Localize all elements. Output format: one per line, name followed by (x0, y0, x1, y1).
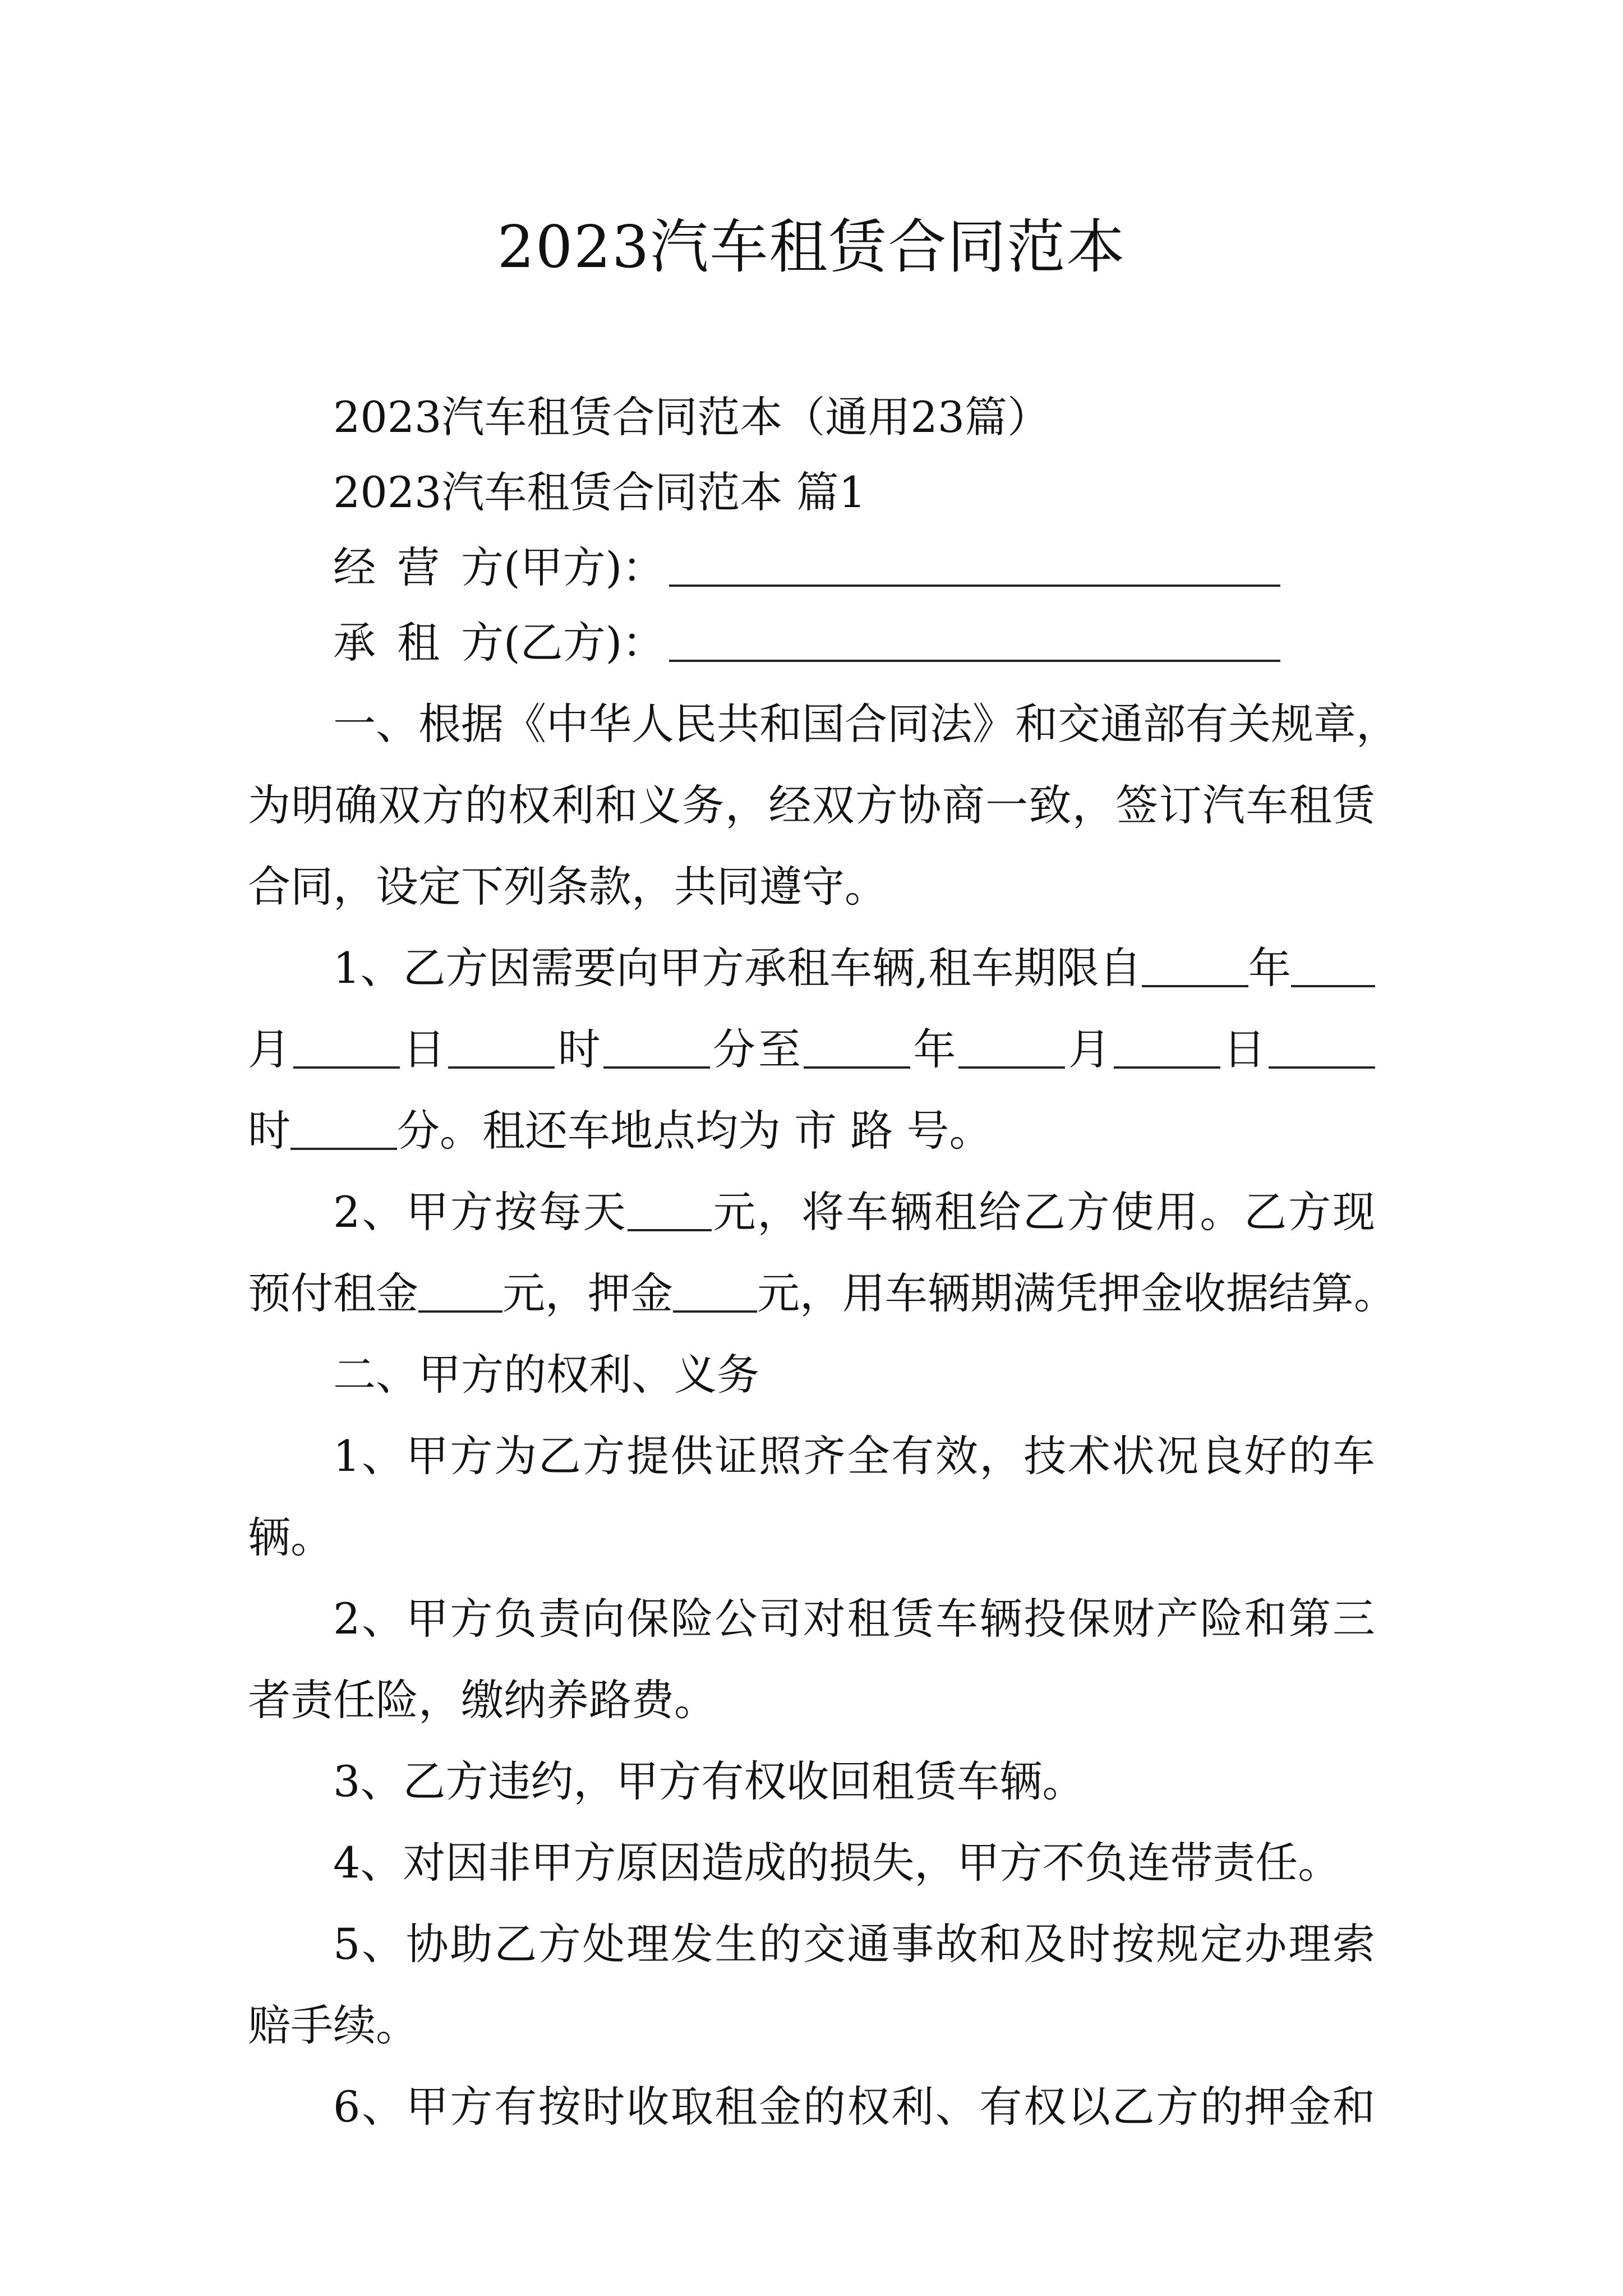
item5-line1: 5、协助乙方处理发生的交通事故和及时按规定办理索 (333, 1919, 1375, 1969)
blank (628, 1207, 712, 1231)
blank (448, 1044, 555, 1069)
blank (1269, 1044, 1375, 1069)
blank (804, 1044, 910, 1069)
section1-line2: 为明确双方的权利和义务，经双方协商一致，签订汽车租赁 (248, 780, 1375, 830)
prepay-label: 预付租金 (248, 1268, 418, 1318)
clause1-line1 (333, 924, 1375, 1013)
clause2-text: 2、甲方按每天 (333, 1187, 628, 1237)
section1-line3: 合同，设定下列条款，共同遵守。 (248, 862, 887, 912)
item1-line1: 1、甲方为乙方提供证照齐全有效，技术状况良好的车 (333, 1431, 1375, 1481)
blank (293, 1044, 400, 1069)
lessee-label: 方(乙方)： (461, 618, 665, 668)
clause2-line1 (333, 1168, 1375, 1257)
blank (673, 1288, 757, 1313)
section2-heading: 二、甲方的权利、义务 (333, 1350, 759, 1400)
unit-month: 月 (1065, 1024, 1114, 1074)
blank (958, 1044, 1065, 1069)
chapter-heading: 2023汽车租赁合同范本 篇1 (333, 467, 866, 517)
lessee-label-char2: 租 (397, 618, 440, 668)
clause1-line2 (248, 1005, 1375, 1094)
document-subtitle: 2023汽车租赁合同范本（通用23篇） (333, 392, 1050, 442)
settlement-text: 元，用车辆期满凭押金收据结算。 (757, 1268, 1396, 1318)
clause2-line2 (248, 1249, 1396, 1338)
unit-hour: 时 (248, 1106, 291, 1156)
lessor-label-char2: 营 (397, 542, 440, 592)
item5-line2: 赔手续。 (248, 2000, 418, 2050)
section1-line1: 一、根据《中华人民共和国合同法》和交通部有关规章， (333, 699, 1399, 749)
blank (603, 1044, 710, 1069)
clause1-text: 1、乙方因需要向甲方承租车辆,租车期限自 (333, 943, 1142, 993)
item1-line2: 辆。 (248, 1512, 333, 1562)
item6-line1: 6、甲方有按时收取租金的权利、有权以乙方的押金和 (333, 2082, 1375, 2132)
item4: 4、对因非甲方原因造成的损失，甲方不负连带责任。 (333, 1838, 1341, 1888)
lessor-label: 方(甲方)： (461, 542, 665, 592)
blank (1114, 1044, 1220, 1069)
unit-year: 年 (910, 1024, 959, 1074)
clause1-location-text: 分。租还车地点均为 市 路 号。 (397, 1106, 992, 1156)
blank (418, 1288, 502, 1313)
clause1-unit-year: 年 (1248, 943, 1292, 993)
lessee-field (333, 599, 1375, 687)
lessor-label-char1: 经 (333, 542, 376, 592)
item2-line2: 者责任险，缴纳养路费。 (248, 1675, 717, 1725)
unit-month: 月 (248, 1024, 294, 1074)
lessor-blank (669, 562, 1280, 587)
deposit-label: 元，押金 (502, 1268, 673, 1318)
blank (291, 1125, 397, 1150)
item3: 3、乙方违约，甲方有权收回租赁车辆。 (333, 1756, 1085, 1806)
clause2-text-cont: 元，将车辆租给乙方使用。乙方现 (711, 1187, 1376, 1237)
blank (1142, 963, 1248, 987)
blank (1291, 963, 1375, 987)
unit-day: 日 (1220, 1024, 1269, 1074)
unit-minute-to: 分至 (709, 1024, 804, 1074)
document-title: 2023汽车租赁合同范本 (497, 213, 1126, 281)
clause1-line3 (248, 1087, 1375, 1175)
item2-line1: 2、甲方负责向保险公司对租赁车辆投保财产险和第三 (333, 1594, 1375, 1644)
lessee-blank (669, 637, 1280, 662)
unit-hour: 时 (555, 1024, 603, 1074)
unit-day: 日 (400, 1024, 449, 1074)
lessee-label-char1: 承 (333, 618, 376, 668)
